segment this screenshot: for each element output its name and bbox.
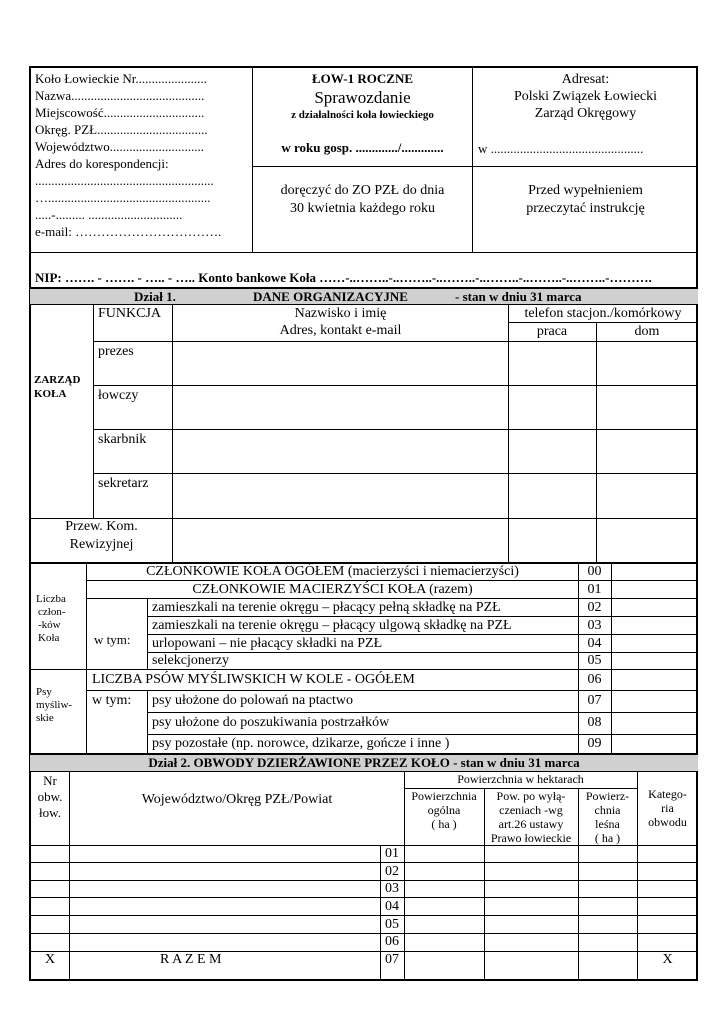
col-excl-header-1: Pow. po wyłą-: [496, 789, 566, 803]
code-05: 05: [587, 653, 602, 668]
role-audit-chair-2: Rewizyjnej: [69, 537, 134, 552]
form-title: Sprawozdanie: [314, 88, 411, 107]
col-nr-header-3: łow.: [39, 805, 61, 820]
code-09: 09: [587, 736, 602, 751]
col-name-header: Nazwisko i imię: [294, 306, 387, 321]
instructions-note-1: Przed wypełnieniem: [528, 183, 643, 198]
col-forest-header-3: leśna: [595, 817, 620, 831]
col-nr-header-1: Nr: [43, 773, 57, 788]
code-00: 00: [587, 564, 602, 579]
deliver-note-2: 30 kwietnia każdego roku: [289, 201, 435, 216]
code-06: 06: [587, 672, 602, 687]
row-code-02: 02: [385, 864, 399, 879]
dogs-tracking-label: psy ułożone do poszukiwania postrzałków: [152, 715, 390, 730]
voivodeship-field[interactable]: Województwo.............................: [35, 139, 205, 154]
row-code-06: 06: [385, 934, 399, 949]
col-excl-header-3: art.26 ustawy: [498, 817, 564, 831]
row-code-07: 07: [385, 952, 399, 967]
board-label-2: KOŁA: [34, 388, 67, 400]
dogs-label-1: Psy: [36, 686, 52, 698]
total-row-x: X: [44, 952, 56, 967]
code-02: 02: [587, 600, 602, 615]
address-line-2[interactable]: …..................................................: [35, 190, 211, 205]
code-08: 08: [587, 715, 602, 730]
members-selectors-label: selekcjonerzy: [152, 653, 229, 668]
club-number-field[interactable]: Koło Łowieckie Nr......................: [35, 71, 207, 86]
addressee-w-field[interactable]: w ...............................................: [478, 141, 644, 156]
row-code-03: 03: [385, 881, 399, 896]
postal-code-field[interactable]: .....-......... .............................: [35, 207, 183, 222]
col-forest-header-4: ( ha ): [594, 831, 621, 845]
dogs-label-3: skie: [36, 712, 54, 724]
col-address-header: Adres, kontakt e-mail: [279, 323, 402, 338]
members-reduced-fee-label: zamieszkali na terenie okręgu – płacący ulgową składkę na PZŁ: [152, 618, 512, 633]
row-code-05: 05: [385, 917, 399, 932]
members-total-label: CZŁONKOWIE KOŁA OGÓŁEM (macierzyści i niemacierzyści): [146, 564, 519, 579]
addressee-org: Polski Związek Łowiecki: [513, 89, 658, 104]
dogs-other-label: psy pozostałe (np. norowce, dzikarze, gończe i inne ): [152, 736, 450, 751]
col-area-group-header: Powierzchnia w hektarach: [457, 772, 584, 786]
section1-date: - stan w dniu 31 marca: [455, 289, 582, 304]
code-01: 01: [587, 582, 602, 597]
section1-label: Dział 1.: [134, 289, 176, 304]
col-excl-header-2: czeniach -wg: [499, 803, 563, 817]
members-label-4: Koła: [38, 632, 60, 644]
role-hunt-master: łowczy: [98, 388, 139, 403]
address-line-1[interactable]: .......................................................: [35, 173, 214, 188]
col-nr-header-2: obw.: [37, 789, 63, 804]
club-name-field[interactable]: Nazwa.........................................: [35, 88, 205, 103]
instructions-note-2: przeczytać instrukcję: [526, 201, 645, 216]
form-subtitle: z działalności koła łowieckiego: [291, 109, 434, 121]
members-home-label: CZŁONKOWIE MACIERZYŚCI KOŁA (razem): [192, 582, 473, 597]
role-president: prezes: [98, 344, 134, 359]
dogs-label-2: myśliw-: [36, 699, 73, 711]
deliver-note-1: doręczyć do ZO PZŁ do dnia: [280, 183, 445, 198]
total-row-label: R A Z E M: [160, 952, 222, 967]
code-03: 03: [587, 618, 602, 633]
section2-title: Dział 2. OBWODY DZIERŻAWIONE PRZEZ KOŁO - stan w dniu 31 marca: [148, 755, 580, 770]
total-row-x2: X: [662, 952, 673, 967]
members-full-fee-label: zamieszkali na terenie okręgu – płacący pełną składkę na PZŁ: [152, 600, 501, 615]
row-code-04: 04: [385, 899, 399, 914]
members-label-1: Liczba: [36, 593, 66, 605]
nip-account-line[interactable]: NIP: ……. - ……. - ….. - ….. Konto bankowe Koła ……-..……..-..……..-..……..-..……..-..……..-..……..-……….: [35, 270, 652, 285]
dogs-w-tym: w tym:: [92, 693, 132, 708]
col-forest-header-1: Powierz-: [585, 789, 630, 803]
code-04: 04: [587, 636, 602, 651]
role-treasurer: skarbnik: [98, 432, 147, 447]
addressee-board: Zarząd Okręgowy: [534, 106, 637, 121]
col-cat-header-1: Katego-: [648, 787, 687, 801]
col-woj-header: Województwo/Okręg PZŁ/Powiat: [141, 792, 333, 807]
district-field[interactable]: Okręg. PZŁ..................................: [35, 122, 208, 137]
email-field[interactable]: e-mail: …………………………….: [35, 224, 222, 239]
col-excl-header-4: Prawo łowieckie: [490, 831, 572, 845]
members-w-tym: w tym:: [94, 632, 131, 647]
col-forest-header-2: chnia: [594, 803, 621, 817]
col-cat-header-2: ria: [661, 801, 674, 815]
col-function-header: FUNKCJA: [98, 306, 162, 321]
col-total-header-2: ogólna: [427, 803, 461, 817]
board-label-1: ZARZĄD: [34, 374, 81, 386]
col-cat-header-3: obwodu: [648, 815, 687, 829]
members-leave-label: urlopowani – nie płacący składki na PZŁ: [152, 636, 383, 651]
dogs-bird-label: psy ułożone do polowań na ptactwo: [152, 693, 354, 708]
col-total-header-3: ( ha ): [431, 817, 457, 831]
col-home-header: dom: [634, 324, 660, 339]
section1-title: DANE ORGANIZACYJNE: [253, 289, 408, 304]
form-code: ŁOW-1 ROCZNE: [312, 71, 413, 86]
col-phone-header: telefon stacjon./komórkowy: [524, 306, 682, 321]
col-total-header-1: Powierzchnia: [411, 789, 477, 803]
code-07: 07: [587, 693, 602, 708]
col-work-header: praca: [536, 324, 568, 339]
locality-field[interactable]: Miejscowość...............................: [35, 105, 205, 120]
members-label-3: -ków: [38, 619, 61, 631]
year-field[interactable]: w roku gosp. ............./.............: [281, 140, 444, 155]
address-label: Adres do korespondencji:: [35, 156, 169, 171]
members-label-2: człon-: [38, 606, 66, 618]
row-code-01: 01: [385, 846, 399, 861]
role-secretary: sekretarz: [98, 476, 149, 491]
dogs-total-label: LICZBA PSÓW MYŚLIWSKICH W KOLE - OGÓŁEM: [92, 672, 415, 687]
addressee-label: Adresat:: [561, 72, 610, 87]
role-audit-chair-1: Przew. Kom.: [65, 519, 138, 534]
